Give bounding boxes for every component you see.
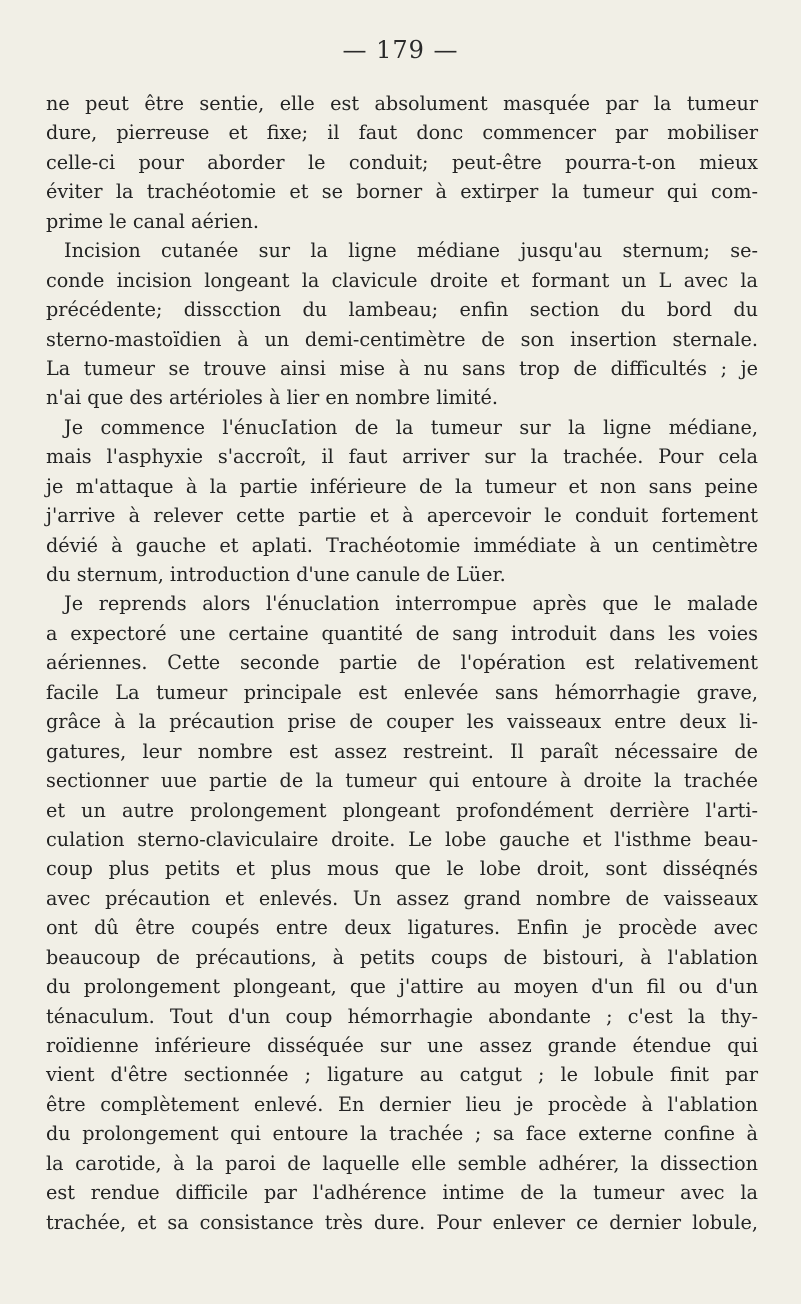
text-line: est rendue difficile par l'adhérence intime de la tumeur avec la <box>46 1181 758 1205</box>
text-line: grâce à la précaution prise de couper les vaisseaux entre deux li- <box>46 710 758 734</box>
text-line: être complètement enlevé. En dernier lieu je procède à l'ablation <box>46 1092 758 1116</box>
text-line: Je commence l'énucIation de la tumeur sur la ligne médiane, <box>64 415 758 439</box>
text-line: gatures, leur nombre est assez restreint. Il paraît nécessaire de <box>46 739 758 763</box>
text-line: a expectoré une certaine quantité de sang introduit dans les voies <box>46 621 758 645</box>
text-line: ont dû être coupés entre deux ligatures. Enfin je procède avec <box>46 916 758 940</box>
text-line: vient d'être sectionnée ; ligature au catgut ; le lobule finit par <box>46 1063 758 1087</box>
text-line: du prolongement qui entoure la trachée ; sa face externe confine à <box>46 1122 758 1146</box>
text-line: celle-ci pour aborder le conduit; peut-être pourra-t-on mieux <box>46 150 758 174</box>
text-line: sterno-mastoïdien à un demi-centimètre de son insertion sternale. <box>46 327 758 351</box>
text-line: prime le canal aérien. <box>46 209 259 233</box>
text-line: sectionner uue partie de la tumeur qui entoure à droite la trachée <box>46 769 758 793</box>
body-text <box>46 89 758 1237</box>
text-line: dure, pierreuse et fixe; il faut donc commencer par mobiliser <box>46 121 758 145</box>
text-line: mais l'asphyxie s'accroît, il faut arriver sur la trachée. Pour cela <box>46 445 758 469</box>
text-line: avec précaution et enlevés. Un assez grand nombre de vaisseaux <box>46 886 758 910</box>
text-line: du prolongement plongeant, que j'attire au moyen d'un fil ou d'un <box>46 975 758 999</box>
text-line: ténaculum. Tout d'un coup hémorrhagie abondante ; c'est la thy- <box>46 1004 758 1028</box>
text-line: facile La tumeur principale est enlevée sans hémorrhagie grave, <box>46 680 758 704</box>
page-number: — 179 — <box>342 36 459 64</box>
text-line: culation sterno-claviculaire droite. Le lobe gauche et l'isthme beau- <box>46 827 758 851</box>
text-line: et un autre prolongement plongeant profondément derrière l'arti- <box>46 798 758 822</box>
text-line: beaucoup de précautions, à petits coups de bistouri, à l'ablation <box>46 945 758 969</box>
text-line: Je reprends alors l'énuclation interrompue après que le malade <box>64 592 758 616</box>
text-line: conde incision longeant la clavicule droite et formant un L avec la <box>46 268 758 292</box>
text-line: je m'attaque à la partie inférieure de la tumeur et non sans peine <box>46 474 758 498</box>
text-line: trachée, et sa consistance très dure. Pour enlever ce dernier lobule, <box>46 1210 758 1234</box>
text-line: aériennes. Cette seconde partie de l'opération est relativement <box>46 651 758 675</box>
text-line: j'arrive à relever cette partie et à apercevoir le conduit fortement <box>46 504 758 528</box>
text-line: coup plus petits et plus mous que le lobe droit, sont disséqnés <box>46 857 758 881</box>
text-line: du sternum, introduction d'une canule de Lüer. <box>46 563 506 586</box>
text-line: la carotide, à la paroi de laquelle elle semble adhérer, la dissection <box>46 1151 758 1175</box>
text-line: La tumeur se trouve ainsi mise à nu sans trop de difficultés ; je <box>46 356 758 380</box>
text-line: précédente; disscction du lambeau; enfin section du bord du <box>46 298 758 322</box>
text-line: Incision cutanée sur la ligne médiane jusqu'au sternum; se- <box>64 239 758 263</box>
text-line: éviter la trachéotomie et se borner à extirper la tumeur qui com- <box>46 180 758 204</box>
text-line: roïdienne inférieure disséquée sur une assez grande étendue qui <box>46 1034 758 1057</box>
text-line: ne peut être sentie, elle est absolument masquée par la tumeur <box>46 92 758 115</box>
text-line: n'ai que des artérioles à lier en nombre limité. <box>46 386 498 410</box>
text-line: dévié à gauche et aplati. Trachéotomie immédiate à un centimètre <box>46 533 758 557</box>
